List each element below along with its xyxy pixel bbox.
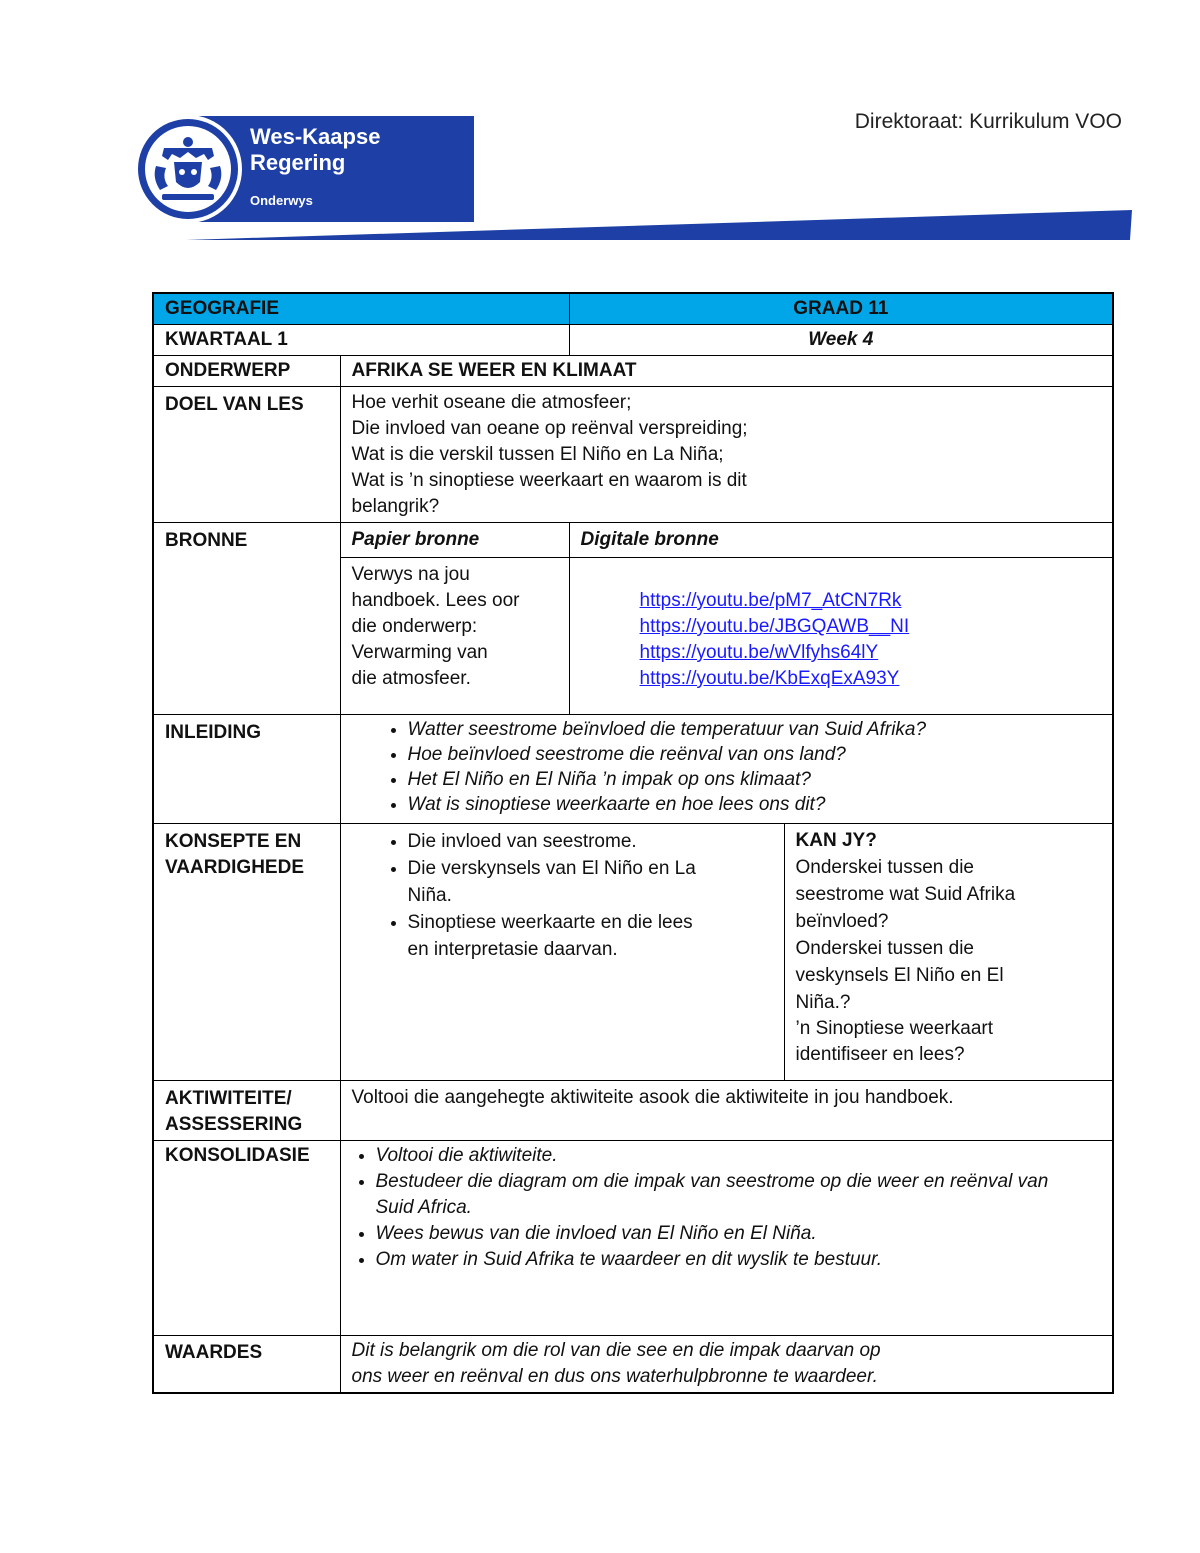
intro-list xyxy=(340,715,1113,824)
aim-item: Wat is die verskil tussen El Niño en La Niña; xyxy=(351,444,724,465)
can-you-line: identifiseer en lees? xyxy=(795,1044,965,1065)
can-you-line: Niña.? xyxy=(795,992,851,1013)
aim-item: Die invloed van oeane op reënval verspreiding; xyxy=(351,418,748,439)
activities-row xyxy=(153,1081,1113,1141)
topic-label: ONDERWERP xyxy=(153,356,340,387)
week-cell: Week 4 xyxy=(569,325,1113,356)
can-you-line: veskynsels El Niño en El xyxy=(795,965,1004,986)
video-link[interactable]: https://youtu.be/JBGQAWB__NI xyxy=(639,616,910,637)
logo-subtitle: Onderwys xyxy=(250,193,313,208)
intro-item: • Watter seestrome beïnvloed die temperatuur van Suid Afrika? xyxy=(408,717,1102,742)
term-row xyxy=(153,325,1113,356)
aim-label: DOEL VAN LES xyxy=(153,387,340,523)
resources-header-row xyxy=(153,523,1113,558)
lesson-plan-table xyxy=(152,292,1114,1394)
term-cell: KWARTAAL 1 xyxy=(153,325,569,356)
consolidation-row xyxy=(153,1141,1113,1336)
can-you-line: Onderskei tussen die xyxy=(795,938,975,959)
directorate-label: Direktoraat: Kurrikulum VOO xyxy=(854,110,1122,133)
resources-label: BRONNE xyxy=(153,523,340,715)
concept-item: • Sinoptiese weerkaarte en die lees en interpretasie daarvan. xyxy=(408,909,713,963)
paper-resources xyxy=(340,558,569,715)
paper-resources-label: Papier bronne xyxy=(340,523,569,558)
can-you-line: beïnvloed? xyxy=(795,911,889,932)
intro-row xyxy=(153,715,1113,824)
aim-item: Wat is ’n sinoptiese weerkaart en waarom is dit xyxy=(351,470,747,491)
values-text xyxy=(340,1336,1113,1394)
consolidation-item: • Om water in Suid Afrika te waardeer en dit wyslik te bestuur. xyxy=(376,1247,1062,1273)
values-row xyxy=(153,1336,1113,1394)
logo-title-line1: Wes-Kaapse xyxy=(250,124,381,149)
intro-label: INLEIDING xyxy=(153,715,340,824)
aim-row xyxy=(153,387,1113,523)
grade-cell: GRAAD 11 xyxy=(569,293,1113,325)
can-you-line: ’n Sinoptiese weerkaart xyxy=(795,1018,994,1039)
concept-item: • Die verskynsels van El Niño en La Niña. xyxy=(408,855,713,909)
concepts-label-line: KONSEPTE EN xyxy=(165,831,302,852)
video-link[interactable]: https://youtu.be/wVlfyhs64lY xyxy=(639,642,879,663)
video-link[interactable]: https://youtu.be/pM7_AtCN7Rk xyxy=(639,590,902,611)
digital-resources xyxy=(569,558,1113,715)
can-you-line: seestrome wat Suid Afrika xyxy=(795,884,1016,905)
intro-item: • Wat is sinoptiese weerkaarte en hoe lees ons dit? xyxy=(408,792,1102,817)
values-line: ons weer en reënval en dus ons waterhulpbronne te waardeer. xyxy=(351,1366,878,1387)
topic-row xyxy=(153,356,1113,387)
intro-item: • Hoe beïnvloed seestrome die reënval van ons land? xyxy=(408,742,1102,767)
can-you-line: Onderskei tussen die xyxy=(795,857,975,878)
aim-list xyxy=(340,387,1113,523)
activities-label xyxy=(153,1081,340,1141)
paper-resource-line: Verwarming van xyxy=(351,642,488,663)
consolidation-item: • Wees bewus van die invloed van El Niño en El Niña. xyxy=(376,1221,1062,1247)
subject-row xyxy=(153,293,1113,325)
aim-item: belangrik? xyxy=(351,496,440,517)
concepts-label-line: VAARDIGHEDE xyxy=(165,857,304,878)
concepts-list xyxy=(340,824,784,1081)
values-label: WAARDES xyxy=(153,1336,340,1394)
intro-item: • Het El Niño en El Niña ’n impak op ons klimaat? xyxy=(408,767,1102,792)
activities-label-line: ASSESSERING xyxy=(165,1114,303,1135)
topic-value: AFRIKA SE WEER EN KLIMAAT xyxy=(340,356,1113,387)
can-you-cell xyxy=(784,824,1113,1081)
concepts-label xyxy=(153,824,340,1081)
consolidation-list xyxy=(340,1141,1113,1336)
activities-label-line: AKTIWITEITE/ xyxy=(165,1088,292,1109)
video-link[interactable]: https://youtu.be/KbExqExA93Y xyxy=(639,668,900,689)
consolidation-item: • Bestudeer die diagram om die impak van seestrome op die weer en reënval van Suid Africa. xyxy=(376,1169,1062,1221)
consolidation-label: KONSOLIDASIE xyxy=(153,1141,340,1336)
subject-cell: GEOGRAFIE xyxy=(153,293,569,325)
aim-item: Hoe verhit oseane die atmosfeer; xyxy=(351,392,632,413)
can-you-label: KAN JY? xyxy=(795,830,877,851)
consolidation-item: • Voltooi die aktiwiteite. xyxy=(376,1143,1062,1169)
concepts-row xyxy=(153,824,1113,1081)
paper-resource-line: Verwys na jou xyxy=(351,564,470,585)
paper-resource-line: handboek. Lees oor xyxy=(351,590,520,611)
values-line: Dit is belangrik om die rol van die see en die impak daarvan op xyxy=(351,1340,881,1361)
digital-resources-label: Digitale bronne xyxy=(569,523,1113,558)
logo-title-line2: Regering xyxy=(250,150,346,175)
paper-resource-line: die onderwerp: xyxy=(351,616,478,637)
header-swoosh xyxy=(186,208,1132,242)
concept-item: • Die invloed van seestrome. xyxy=(408,828,713,855)
paper-resource-line: die atmosfeer. xyxy=(351,668,471,689)
activities-text: Voltooi die aangehegte aktiwiteite asook die aktiwiteite in jou handboek. xyxy=(340,1081,1113,1141)
